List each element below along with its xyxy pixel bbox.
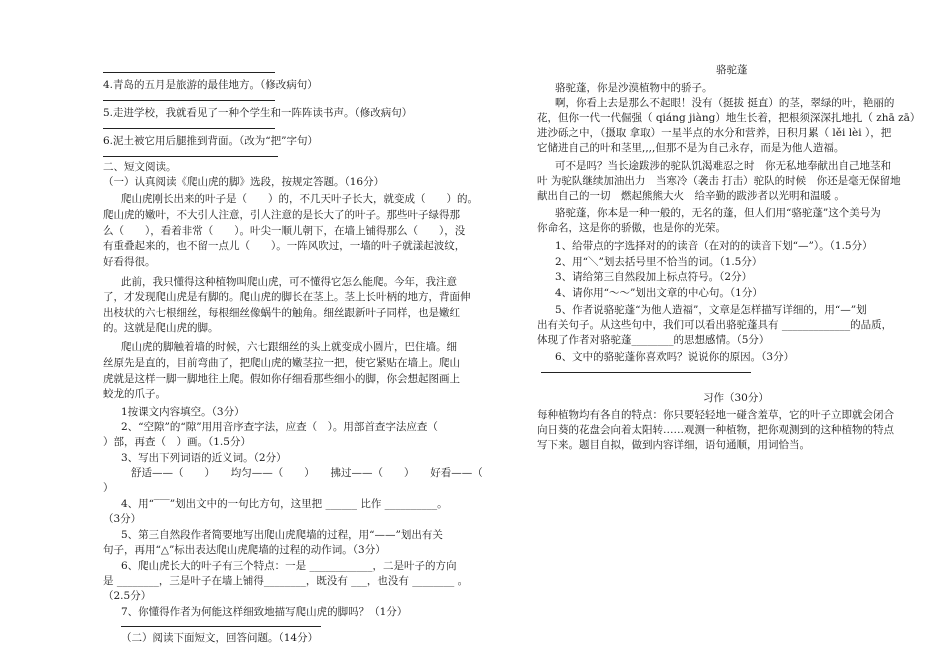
- answer-line: [103, 72, 275, 73]
- question-2-cont: ）部，再查（ ）画。（1.5分）: [103, 436, 251, 448]
- question-3: 3、写出下列词语的近义词。（2分）: [121, 452, 287, 464]
- question-6-cont: 是 ________，三是叶子在墙上铺得________，既没有 ___，也没有 ________ 。: [103, 575, 469, 587]
- question-4-score: （3分）: [103, 513, 142, 525]
- part-1-title: （一）认真阅读《爬山虎的脚》选段，按规定答题。（16分）: [103, 176, 385, 188]
- question-2: 2、“空隙”的“隙”用用音序查字法，应查（ ）。用部首查字法应查（: [121, 421, 438, 433]
- question-4-reading: 4、用“‾‾‾”划出文中的一句比方句，这里把 ______ 比作 __________。: [121, 498, 448, 510]
- question-7-reading: 7、你懂得作者为何能这样细致地描写爬山虎的脚吗？（1分）: [121, 606, 408, 618]
- answer-line: [121, 626, 321, 627]
- answer-line: [103, 128, 275, 129]
- question-3-end: ）: [103, 482, 114, 494]
- question-6-score: （2.5分）: [103, 590, 152, 602]
- question-6: 6.泥土被它用后腿推到背面。（改为“把”字句）: [103, 135, 319, 147]
- answer-line: [541, 372, 751, 373]
- question-3-words: 舒适——（ ） 均匀——（ ） 拂过——（ ） 好看——（: [131, 467, 483, 479]
- essay-title: 习作（30分）: [703, 392, 769, 404]
- question-4: 4.青岛的五月是旅游的最佳地方。（修改病句）: [103, 79, 318, 91]
- question-1: 1按课文内容填空。（3分）: [121, 406, 245, 418]
- answer-line: [103, 100, 275, 101]
- question-5: 5.走进学校，我就看见了一种个学生和一阵阵读书声。（修改病句）: [103, 107, 413, 119]
- section-2-heading: 二、短文阅读。: [103, 161, 177, 173]
- answer-line: [103, 156, 278, 157]
- question-6-reading: 6、爬山虎长大的叶子有三个特点：一是 ____________，二是叶子的方向: [121, 560, 457, 572]
- passage-title: 骆驼蓬: [716, 64, 748, 76]
- question-5-cont: 句子，再用“△”标出表达爬山虎爬墙的过程的动作词。（3分）: [103, 544, 386, 556]
- question-5-reading: 5、第三自然段作者简要地写出爬山虎爬墙的过程，用“——”划出有关: [121, 529, 443, 541]
- part-2-title: （二）阅读下面短文，回答问题。（14分）: [121, 632, 319, 644]
